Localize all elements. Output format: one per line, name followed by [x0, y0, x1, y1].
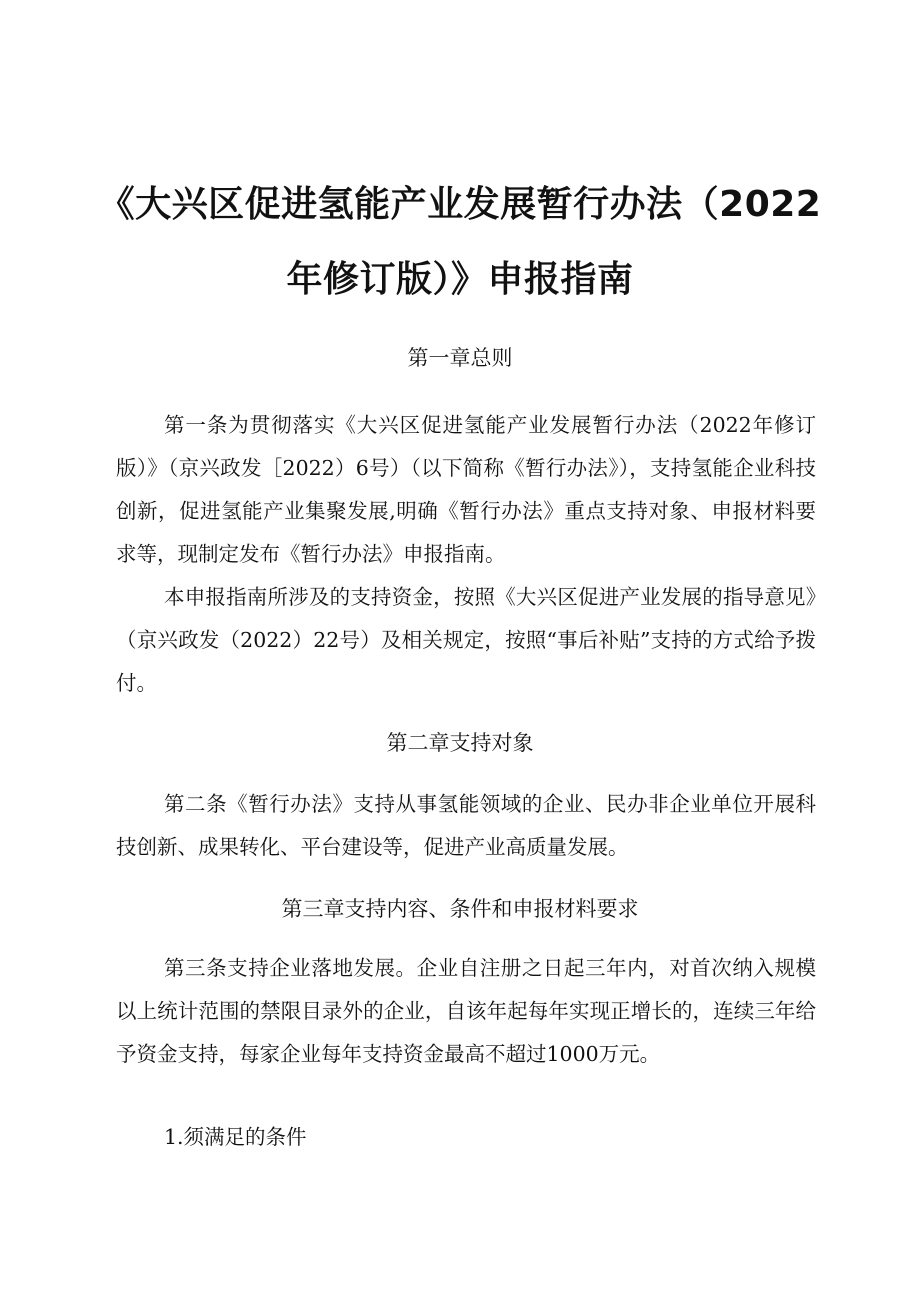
chapter-1-heading: 第一章总则 — [407, 346, 513, 370]
condition-item-heading: 1.须满足的条件 — [164, 1125, 307, 1149]
document-title-line-2: 年修订版）》申报指南 — [286, 259, 634, 300]
article-3-paragraph: 第三条支持企业落地发展。企业自注册之日起三年内，对首次纳入规模以上统计范围的禁限目录外的企业，自该年起每年实现正增长的，连续三年给予资金支持，每家企业每年支持资金最高不超过1000万元。 — [116, 956, 816, 1066]
document-title-line-1: 《大兴区促进氢能产业发展暂行办法（2022 — [98, 184, 822, 225]
funding-paragraph: 本申报指南所涉及的支持资金，按照《大兴区促进产业发展的指导意见》（京兴政发（2022）22号）及相关规定，按照“事后补贴”支持的方式给予拨付。 — [116, 585, 816, 695]
article-2-paragraph: 第二条《暂行办法》支持从事氢能领域的企业、民办非企业单位开展科技创新、成果转化、平台建设等，促进产业高质量发展。 — [116, 792, 816, 859]
article-1-paragraph: 第一条为贯彻落实《大兴区促进氢能产业发展暂行办法（2022年修订版）》（京兴政发［2022）6号）（以下简称《暂行办法》），支持氢能企业科技创新，促进氢能产业集聚发展,明确《暂行办法》重点支持对象、申报材料要求等，现制定发布《暂行办法》申报指南。 — [116, 413, 816, 566]
chapter-3-heading: 第三章支持内容、条件和申报材料要求 — [281, 897, 639, 921]
chapter-2-heading: 第二章支持对象 — [386, 731, 534, 755]
